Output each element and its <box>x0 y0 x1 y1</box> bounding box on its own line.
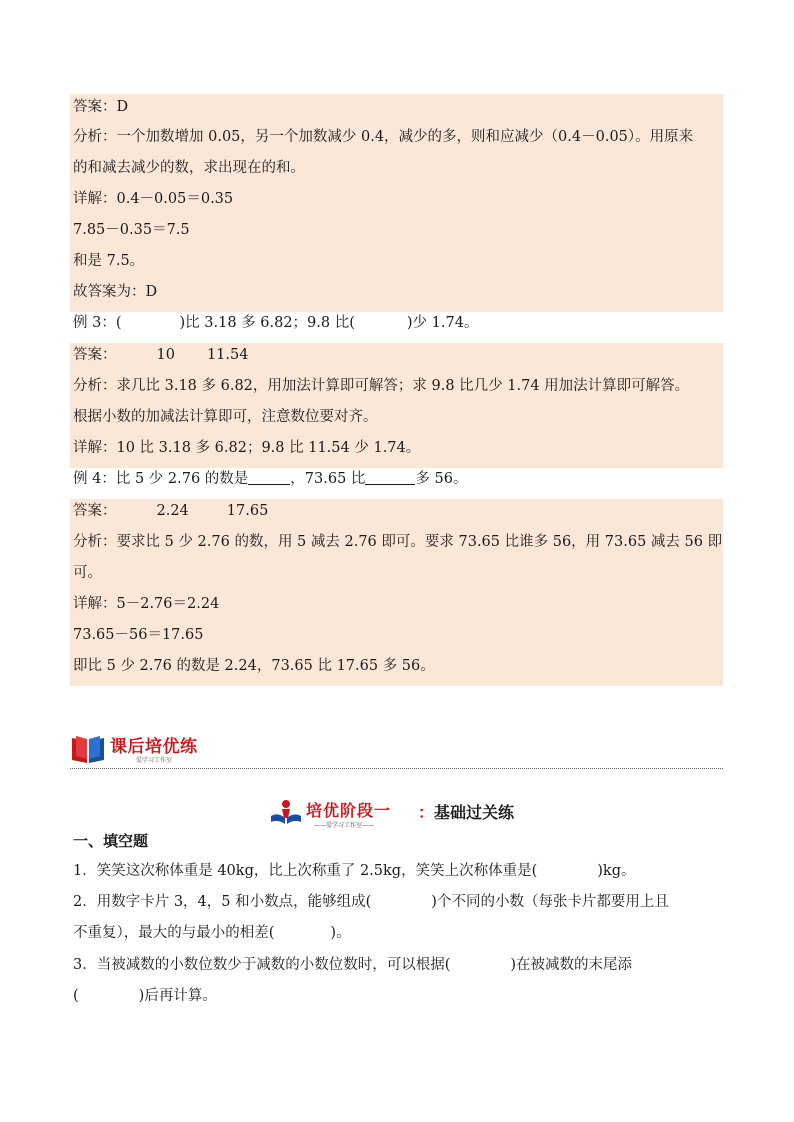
stage-subtitle: ——爱学习工作室—— <box>314 822 375 829</box>
ex4-analysis-line-2: 可。 <box>73 565 102 581</box>
ex4-answer-value-1: 2.24 <box>156 503 189 519</box>
ex3-answer-value-2: 11.54 <box>206 347 249 363</box>
question-3-line-2 <box>73 984 217 1008</box>
ex4-analysis-line-1: 分析：要求比 5 少 2.76 的数，用 5 减去 2.76 即可。要求 73.65 比谁多 56，用 73.65 减去 56 即 <box>73 534 723 550</box>
ex2-analysis-line-2: 的和减去减少的数，求出现在的和。 <box>73 160 305 176</box>
ex3-question <box>73 311 478 335</box>
banner-title: 课后培优练 <box>110 737 198 757</box>
question-1 <box>73 859 635 883</box>
ex3-analysis-line-1: 分析：求几比 3.18 多 6.82，用加法计算即可解答；求 9.8 比几少 1.74 用加法计算即可解答。 <box>73 378 690 394</box>
ex4-blank-1 <box>248 468 290 485</box>
question-3-part-a: 3．当被减数的小数位数少于减数的小数位数时，可以根据( <box>73 957 451 973</box>
section-heading: 一、填空题 <box>73 832 149 850</box>
dotted-divider <box>70 768 723 769</box>
question-2-part-d: )。 <box>330 925 351 941</box>
ex3-detail: 详解：10 比 3.18 多 6.82；9.8 比 11.54 少 1.74。 <box>73 440 421 456</box>
ex4-question <box>73 467 467 491</box>
ex4-answer-label: 答案： <box>73 503 117 519</box>
ex3-answer <box>73 343 248 367</box>
question-3-line-1 <box>73 953 632 977</box>
question-1-part-a: 1．笑笑这次称体重是 40kg，比上次称重了 2.5kg，笑笑上次称体重是( <box>73 863 538 879</box>
question-2-part-a: 2．用数字卡片 3，4，5 和小数点，能够组成( <box>73 894 372 910</box>
ex3-answer-value-1: 10 <box>156 347 175 363</box>
ex2-analysis-line-1: 分析：一个加数增加 0.05，另一个加数减少 0.4，减少的多，则和应减少（0.4－0.05）。用原来 <box>73 129 694 145</box>
stage-heading <box>268 796 538 832</box>
question-2-part-b: )个不同的小数（每张卡片都要用上且 <box>431 894 669 910</box>
ex4-detail-line-2: 73.65－56＝17.65 <box>73 627 204 643</box>
ex3-analysis-line-2: 根据小数的加减法计算即可，注意数位要对齐。 <box>73 409 378 425</box>
banner-subtitle: 爱学习工作室 <box>136 757 173 764</box>
question-3-part-c: ( <box>73 988 79 1004</box>
ex2-detail-line-1: 详解：0.4－0.05＝0.35 <box>73 191 234 207</box>
stage-main-title: 培优阶段一 <box>306 801 392 820</box>
stage-title: 基础过关练 <box>434 803 515 822</box>
ex3-answer-label: 答案： <box>73 347 117 363</box>
after-class-banner <box>70 730 270 766</box>
ex4-detail-line-1: 详解：5－2.76＝2.24 <box>73 596 220 612</box>
ex2-detail-line-2: 7.85－0.35＝7.5 <box>73 222 190 238</box>
ex2-final-answer: 故答案为：D <box>73 284 158 300</box>
ex4-question-part-c: 多 56。 <box>415 471 468 487</box>
ex4-blank-2 <box>365 468 415 485</box>
question-2-line-2 <box>73 921 351 945</box>
stage-colon: ： <box>418 803 435 822</box>
ex4-question-part-b: ，73.65 比 <box>290 471 366 487</box>
question-3-part-b: )在被减数的末尾添 <box>510 957 633 973</box>
question-2-line-1 <box>73 890 669 914</box>
ex3-question-part-a: 例 3：( <box>73 315 122 331</box>
reader-icon <box>268 798 304 828</box>
book-icon <box>70 734 106 764</box>
ex3-question-part-b: )比 3.18 多 6.82；9.8 比( <box>179 315 355 331</box>
ex2-detail-line-3: 和是 7.5。 <box>73 253 145 269</box>
question-2-part-c: 不重复），最大的与最小的相差( <box>73 925 275 941</box>
ex4-detail-line-3: 即比 5 少 2.76 的数是 2.24，73.65 比 17.65 多 56。 <box>73 658 435 674</box>
ex4-answer <box>73 499 268 523</box>
question-1-part-b: )kg。 <box>597 863 636 879</box>
ex4-question-part-a: 例 4：比 5 少 2.76 的数是 <box>73 471 249 487</box>
ex4-answer-value-2: 17.65 <box>226 503 269 519</box>
ex2-answer: 答案：D <box>73 99 129 115</box>
question-3-part-d: )后再计算。 <box>138 988 217 1004</box>
ex3-question-part-c: )少 1.74。 <box>406 315 479 331</box>
